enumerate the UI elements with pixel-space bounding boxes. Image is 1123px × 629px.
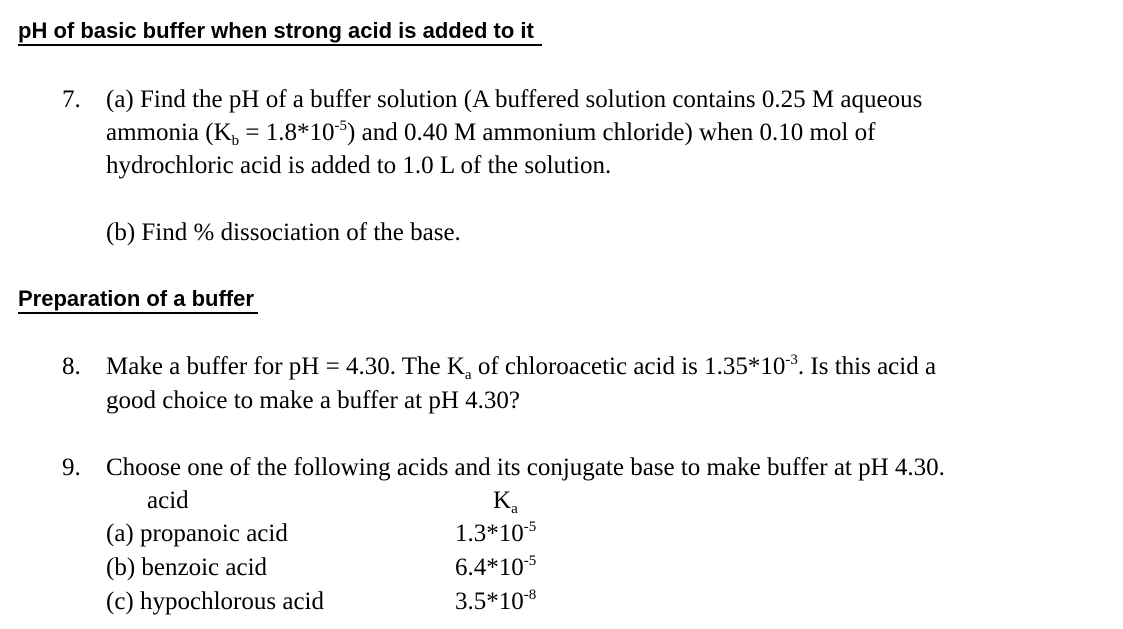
kb-subscript: b — [231, 133, 240, 149]
table-row-ka — [455, 585, 536, 618]
table-row-ka — [455, 551, 536, 584]
text-part: ammonia (K — [106, 119, 232, 146]
section-heading-basic-buffer: pH of basic buffer when strong acid is added to it — [18, 18, 542, 46]
question-number: 9. — [62, 454, 81, 481]
text-part: = 1.8*10 — [239, 119, 335, 146]
section-heading-preparation: Preparation of a buffer — [18, 286, 258, 314]
question-9-line-1: Choose one of the following acids and its conjugate base to make buffer at pH 4.30. — [106, 454, 945, 481]
question-7-line-2-text — [106, 116, 875, 149]
text-part: Make a buffer for pH = 4.30. The K — [106, 353, 465, 380]
column-header-ka — [493, 484, 518, 517]
ka-subscript: a — [511, 501, 518, 517]
text-part: 3.5*10 — [455, 588, 524, 615]
table-row-ka — [455, 517, 536, 550]
question-8-line-2-text: good choice to make a buffer at pH 4.30? — [106, 387, 520, 414]
question-7-part-b-text: (b) Find % dissociation of the base. — [106, 219, 461, 246]
table-row-acid: (b) benzoic acid — [106, 554, 268, 581]
text-part: 1.3*10 — [455, 520, 524, 547]
question-number: 7. — [62, 86, 81, 113]
exponent: -5 — [523, 553, 537, 569]
question-8-line-1 — [106, 350, 936, 383]
exponent: -5 — [334, 118, 348, 134]
question-7-line-3-text: hydrochloric acid is added to 1.0 L of the solution. — [106, 152, 612, 179]
exponent: -3 — [785, 352, 798, 368]
column-header-acid: acid — [147, 487, 189, 514]
question-7-line-1: (a) Find the pH of a buffer solution (A buffered solution contains 0.25 M aqueous — [106, 86, 923, 113]
question-number: 8. — [62, 353, 81, 380]
table-row-acid: (a) propanoic acid — [106, 520, 288, 547]
table-row-acid: (c) hypochlorous acid — [106, 588, 324, 615]
text-part: 6.4*10 — [455, 554, 524, 581]
exponent: -8 — [523, 587, 537, 603]
text-part: ) and 0.40 M ammonium chloride) when 0.10 mol of — [347, 119, 876, 146]
text-part: . Is this acid a — [797, 353, 937, 380]
text-part: K — [493, 487, 512, 514]
ka-subscript: a — [464, 367, 472, 383]
text-part: of chloroacetic acid is 1.35*10 — [471, 353, 786, 380]
exponent: -5 — [523, 519, 537, 535]
